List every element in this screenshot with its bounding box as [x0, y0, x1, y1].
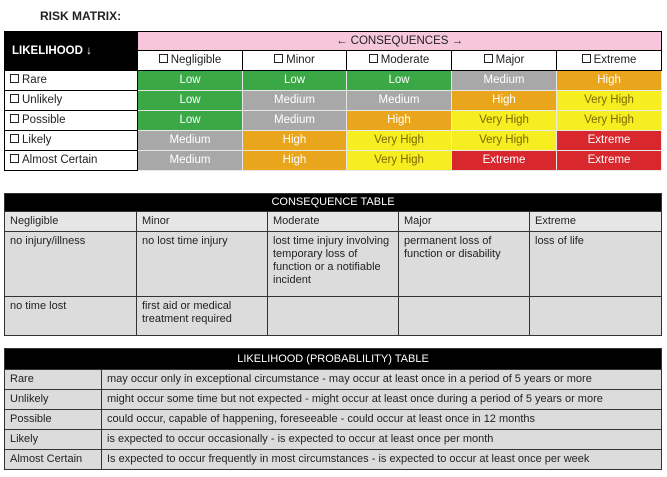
consequence-cell [399, 297, 530, 336]
consequence-cell: first aid or medical treatment required [137, 297, 268, 336]
checkbox-icon [10, 74, 19, 83]
row-label: Possible [22, 114, 66, 126]
likelihood-row [5, 370, 662, 390]
column-label: Minor [286, 54, 315, 66]
risk-cell: Medium [347, 91, 452, 111]
consequence-column-header [347, 51, 452, 71]
likelihood-description: Is expected to occur frequently in most circumstances - is expected to occur at least once per week [102, 450, 662, 470]
consequence-row [5, 297, 662, 336]
risk-cell: Very High [452, 111, 557, 131]
arrow-left-icon: ← [335, 35, 348, 47]
arrow-right-icon: → [451, 35, 464, 47]
consequence-cell: no time lost [5, 297, 137, 336]
likelihood-label: Unlikely [5, 390, 102, 410]
consequence-column-header [452, 51, 557, 71]
likelihood-description: is expected to occur occasionally - is expected to occur at least once per month [102, 430, 662, 450]
likelihood-label: Possible [5, 410, 102, 430]
likelihood-label: Likely [5, 430, 102, 450]
arrow-down-icon: ↓ [86, 44, 92, 57]
row-label: Almost Certain [22, 154, 98, 166]
checkbox-icon [369, 54, 378, 63]
consequence-cell: loss of life [530, 232, 662, 297]
checkbox-icon [274, 54, 283, 63]
risk-cell: High [243, 151, 347, 171]
consequence-column-header [138, 51, 243, 71]
consequence-cell [530, 297, 662, 336]
consequences-header [138, 32, 662, 51]
consequences-header-label: CONSEQUENCES [350, 35, 449, 47]
consequence-table [4, 193, 662, 336]
likelihood-description: could occur, capable of happening, foreseeable - could occur at least once in 12 months [102, 410, 662, 430]
consequence-cell [268, 297, 399, 336]
risk-row [5, 91, 662, 111]
risk-cell: High [452, 91, 557, 111]
consequence-row [5, 232, 662, 297]
likelihood-label: Rare [5, 370, 102, 390]
likelihood-header [5, 32, 138, 71]
consequence-header-cell: Major [399, 212, 530, 232]
likelihood-table [4, 348, 662, 470]
risk-cell: Low [138, 91, 243, 111]
risk-cell: Very High [347, 151, 452, 171]
risk-cell: High [347, 111, 452, 131]
checkbox-icon [582, 54, 591, 63]
checkbox-icon [10, 114, 19, 123]
risk-cell: Very High [557, 91, 662, 111]
risk-cell: High [557, 71, 662, 91]
likelihood-row-header [5, 151, 138, 171]
risk-row [5, 111, 662, 131]
risk-cell: Medium [243, 111, 347, 131]
column-label: Moderate [380, 54, 430, 66]
risk-cell: Medium [138, 151, 243, 171]
checkbox-icon [10, 154, 19, 163]
consequence-header-cell: Extreme [530, 212, 662, 232]
consequence-cell: lost time injury involving temporary loss of function or a notifiable incident [268, 232, 399, 297]
likelihood-row-header [5, 71, 138, 91]
column-label: Negligible [170, 54, 222, 66]
page-title: RISK MATRIX: [40, 9, 122, 23]
likelihood-row-header [5, 131, 138, 151]
risk-cell: Medium [452, 71, 557, 91]
risk-cell: Extreme [557, 131, 662, 151]
likelihood-row [5, 390, 662, 410]
checkbox-icon [10, 134, 19, 143]
row-label: Likely [22, 134, 52, 146]
risk-matrix [4, 31, 662, 171]
likelihood-row-header [5, 91, 138, 111]
checkbox-icon [10, 94, 19, 103]
risk-cell: Extreme [557, 151, 662, 171]
risk-row [5, 131, 662, 151]
risk-cell: Low [347, 71, 452, 91]
risk-cell: Very High [452, 131, 557, 151]
likelihood-label: Almost Certain [5, 450, 102, 470]
column-label: Extreme [593, 54, 637, 66]
consequence-header-cell: Minor [137, 212, 268, 232]
risk-cell: High [243, 131, 347, 151]
risk-cell: Medium [243, 91, 347, 111]
risk-row [5, 71, 662, 91]
row-label: Unlikely [22, 94, 63, 106]
checkbox-icon [484, 54, 493, 63]
risk-cell: Low [243, 71, 347, 91]
likelihood-row [5, 410, 662, 430]
likelihood-description: may occur only in exceptional circumstance - may occur at least once in a period of 5 years or more [102, 370, 662, 390]
checkbox-icon [159, 54, 168, 63]
risk-cell: Low [138, 111, 243, 131]
risk-cell: Medium [138, 131, 243, 151]
risk-cell: Very High [557, 111, 662, 131]
likelihood-row [5, 430, 662, 450]
consequence-cell: no injury/illness [5, 232, 137, 297]
likelihood-row [5, 450, 662, 470]
consequence-cell: permanent loss of function or disability [399, 232, 530, 297]
likelihood-header-label: LIKELIHOOD [12, 44, 83, 57]
row-label: Rare [22, 74, 47, 86]
risk-cell: Extreme [452, 151, 557, 171]
likelihood-table-title: LIKELIHOOD (PROBABLILITY) TABLE [5, 349, 662, 370]
consequence-header-cell: Moderate [268, 212, 399, 232]
consequence-header-cell: Negligible [5, 212, 137, 232]
likelihood-row-header [5, 111, 138, 131]
risk-cell: Low [138, 71, 243, 91]
column-label: Major [495, 54, 525, 66]
consequence-table-title: CONSEQUENCE TABLE [5, 194, 662, 212]
risk-row [5, 151, 662, 171]
consequence-cell: no lost time injury [137, 232, 268, 297]
consequence-column-header [243, 51, 347, 71]
likelihood-description: might occur some time but not expected - might occur at least once during a period of 5 years or more [102, 390, 662, 410]
consequence-column-header [557, 51, 662, 71]
risk-cell: Very High [347, 131, 452, 151]
